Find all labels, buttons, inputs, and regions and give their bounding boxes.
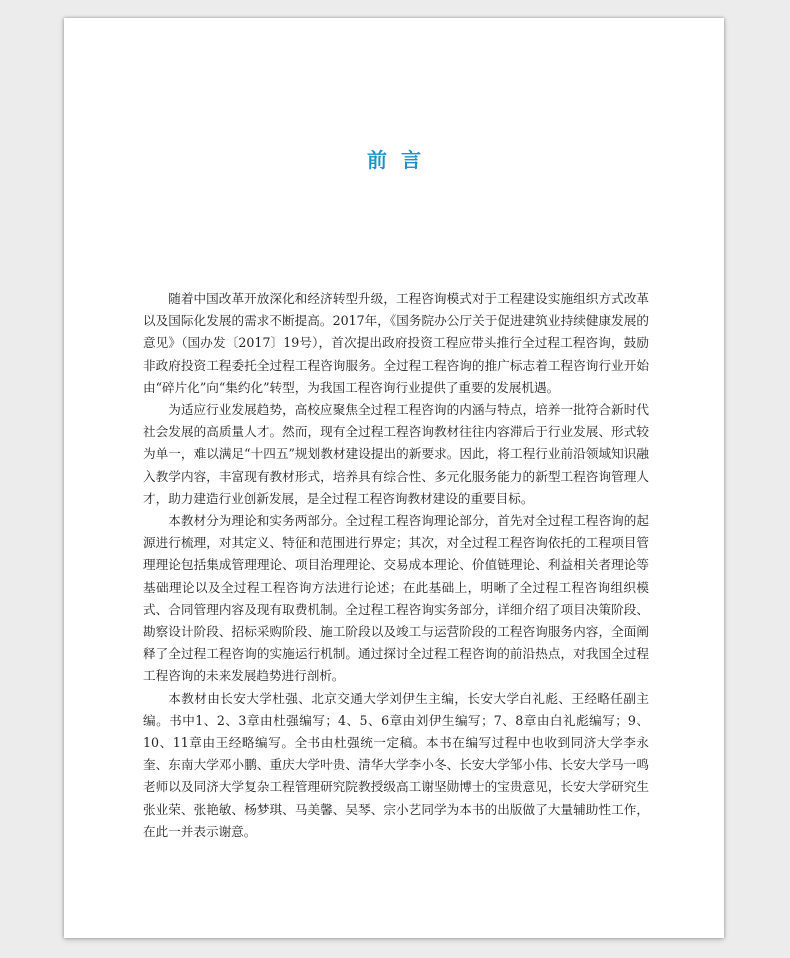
paragraph-4: 本教材由长安大学杜强、北京交通大学刘伊生主编，长安大学白礼彪、王经略任副主编。书中1、2、3章由杜强编写；4、5、6章由刘伊生编写；7、8章由白礼彪编写；9、10、11章由王经略编写。全书由杜强统一定稿。本书在编写过程中也收到同济大学李永奎、东南大学邓小鹏、重庆大学叶贵、清华大学李小冬、长安大学邹小伟、长安大学马一鸣老师以及同济大学复杂工程管理研究院教授级高工谢坚勋博士的宝贵意见，长安大学研究生张业荣、张艳敏、杨梦琪、马美馨、吴琴、宗小艺同学为本书的出版做了大量辅助性工作，在此一并表示谢意。 [143, 690, 649, 839]
paragraph-1: 随着中国改革开放深化和经济转型升级，工程咨询模式对于工程建设实施组织方式改革以及国际化发展的需求不断提高。2017年，《国务院办公厅关于促进建筑业持续健康发展的意见》（国办发〔2017〕19号），首次提出政府投资工程应带头推行全过程工程咨询，鼓励非政府投资工程委托全过程工程咨询服务。全过程工程咨询的推广标志着工程咨询行业开始由“碎片化”向“集约化”转型，为我国工程咨询行业提供了重要的发展机遇。 [143, 291, 649, 395]
preface-body [143, 288, 649, 843]
paragraph-2: 为适应行业发展趋势，高校应聚焦全过程工程咨询的内涵与特点，培养一批符合新时代社会发展的高质量人才。然而，现有全过程工程咨询教材往往内容滞后于行业发展、形式较为单一，难以满足“十四五”规划教材建设提出的新要求。因此，将工程行业前沿领域知识融入教学内容，丰富现有教材形式，培养具有综合性、多元化服务能力的新型工程咨询管理人才，助力建造行业创新发展，是全过程工程咨询教材建设的重要目标。 [143, 402, 649, 506]
page-title: 前言 [367, 148, 435, 172]
paragraph-3: 本教材分为理论和实务两部分。全过程工程咨询理论部分，首先对全过程工程咨询的起源进行梳理，对其定义、特征和范围进行界定；其次，对全过程工程咨询依托的工程项目管理理论包括集成管理理论、项目治理理论、交易成本理论、价值链理论、利益相关者理论等基础理论以及全过程工程咨询方法进行论述；在此基础上，明晰了全过程工程咨询组织模式、合同管理内容及现有取费机制。全过程工程咨询实务部分，详细介绍了项目决策阶段、勘察设计阶段、招标采购阶段、施工阶段以及竣工与运营阶段的工程咨询服务内容，全面阐释了全过程工程咨询的实施运行机制。通过探讨全过程工程咨询的前沿热点，对我国全过程工程咨询的未来发展趋势进行剖析。 [143, 513, 649, 684]
book-page [64, 18, 724, 938]
